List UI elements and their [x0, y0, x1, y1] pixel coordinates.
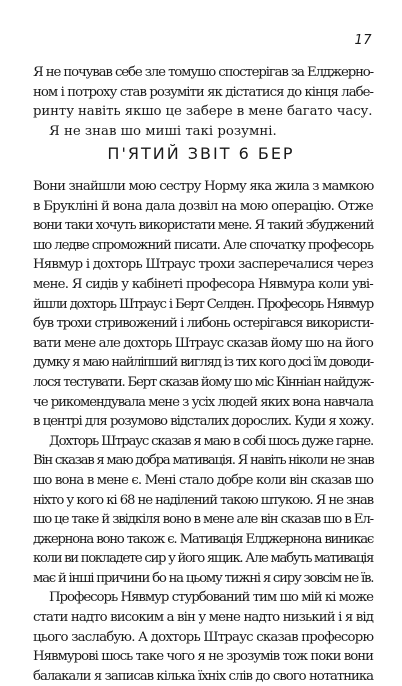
text-line: ніхто у кого кі 68 не наділений такою штукою. Я не знав	[33, 492, 373, 508]
text-line: шо вона в мене є. Мені стало добре коли він сказав шо	[33, 472, 373, 488]
text-line: лося тестувати. Берт сказав йому шо міс Кінніан найдуж-	[33, 374, 374, 390]
text-line: Я не знав шо миші такі розумні.	[49, 123, 277, 139]
text-line: має й інші причини бо на цьому тижні я сиру зовсім не їв.	[33, 570, 374, 586]
text-line: Нявмур і дохторь Штраус трохи засперечалися через	[33, 257, 373, 273]
text-line: вони таки хочуть використати мене. Я такий збуджений	[33, 218, 374, 234]
chapter-heading: П'ЯТИЙ ЗВІТ 6 БЕР	[107, 144, 295, 163]
text-line: в центрі для розумово відсталих дорослих. Куди я хожу.	[33, 414, 374, 430]
text-line: мене. Я сидів у кабінеті професора Нявмура коли уві-	[33, 276, 373, 292]
intro-paragraphs	[33, 63, 373, 141]
text-line: джернона воно також є. Мативація Елджернона виникає	[33, 531, 373, 547]
text-line: че рикомендувала мене з усіх людей яких вона навчала	[33, 394, 373, 410]
text-line: стати надто високим а він у мене надто низький і я від	[33, 610, 373, 626]
report-body	[33, 177, 373, 686]
page-number: 17	[354, 33, 372, 48]
text-line: цього заслабую. А дохторь Штраус сказав професорю	[33, 629, 374, 645]
text-line: Вони знайшли мою сестру Норму яка жила з мамкою	[33, 179, 374, 194]
text-line: Дохторь Штраус сказав я маю в собі шось дуже гарне.	[49, 433, 373, 449]
text-line: в Брукліні й вона дала дозвіл на мою операцію. Отже	[33, 198, 373, 214]
text-line: шо ледве спроможний писати. Але спочатку професорь	[33, 237, 373, 253]
text-line: Професорь Нявмур стурбований тим шо мій кі може	[49, 590, 373, 606]
text-line: балакали я записав кілька їхніх слів до свого нотатника	[33, 668, 373, 684]
text-line: Нявмурові шось таке чого я не зрозумів тож поки вони	[33, 649, 373, 665]
text-line: ринту навіть якшо це забере в мене багато часу.	[33, 104, 373, 120]
text-line: думку я маю найліпший вигляд із тих кого досі їм доводи-	[33, 355, 373, 371]
text-line: був трохи стривожений і либонь остерігався використи-	[33, 316, 373, 332]
text-line: вати мене але дохторь Штраус сказав йому шо на його	[33, 335, 373, 351]
text-line: Він сказав я маю добра мативація. Я навіть ніколи не знав	[33, 453, 374, 469]
text-line: Я не почував себе зле томушо спостерігав за Елджерно-	[33, 65, 373, 80]
text-line: коли ви покладете сир у його ящик. Але мабуть мативація	[33, 551, 373, 567]
text-line: шо це таке й звідкіля воно в мене але він сказав шо в Ел-	[33, 512, 373, 528]
text-line: йшли дохторь Штраус і Берт Селден. Професорь Нявмур	[33, 296, 373, 312]
text-line: ном і потроху став розуміти як дістатися до кінця лабе-	[33, 84, 373, 100]
